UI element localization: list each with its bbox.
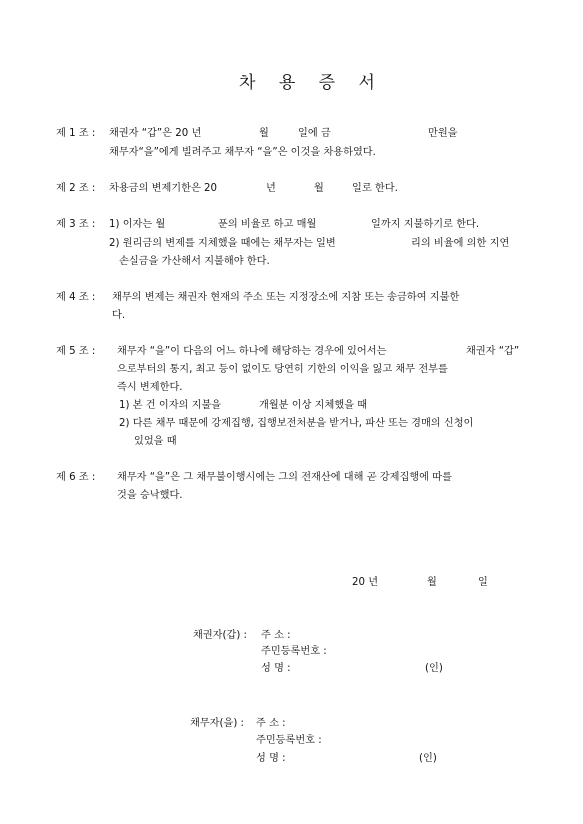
debtor-seal: (인) (419, 753, 437, 764)
article-1-text-b: 월 (259, 128, 269, 139)
article-2-text-d: 일로 한다. (352, 183, 398, 194)
article-6-label: 제 6 조 : (56, 472, 96, 483)
article-5-item-1-a: 1) 본 건 이자의 지불을 (119, 400, 222, 411)
article-5-item-2-a: 2) 다른 채무 때문에 강제집행, 집행보전처분을 받거나, 파산 또는 경매의 신청이 (119, 418, 474, 429)
debtor-name-label: 성 명 : (256, 753, 286, 764)
document-title: 차 용 증 서 (239, 73, 384, 93)
article-2-text-c: 월 (314, 183, 324, 194)
article-5-line-3: 즉시 변제한다. (117, 382, 183, 393)
article-5-line-1-b: 채권자 “갑” (466, 346, 520, 357)
debtor-id-label: 주민등록번호 : (256, 735, 322, 746)
article-2-text-b: 년 (266, 183, 276, 194)
article-3-item-1-b: 푼의 비율로 하고 매월 (218, 219, 317, 230)
date-year: 20 년 (352, 577, 379, 588)
creditor-label: 채권자(갑) : (193, 630, 247, 641)
article-6-line-2: 것을 승낙했다. (117, 490, 183, 501)
creditor-address-label: 주 소 : (261, 630, 291, 641)
creditor-name-label: 성 명 : (261, 663, 291, 674)
article-1-text-c: 일에 금 (298, 128, 331, 139)
article-4-line-1: 채무의 변제는 채권자 현재의 주소 또는 지정장소에 지참 또는 송금하여 지불한 (112, 292, 460, 303)
article-1-text-d: 만원을 (428, 128, 458, 139)
article-4-line-2: 다. (112, 310, 126, 321)
article-3-label: 제 3 조 : (56, 219, 96, 230)
article-3-item-1-a: 1) 이자는 월 (109, 219, 166, 230)
date-month: 월 (427, 577, 437, 588)
article-5-label: 제 5 조 : (56, 346, 96, 357)
article-3-item-2-b: 리의 비율에 의한 지연 (411, 238, 510, 249)
date-day: 일 (478, 577, 488, 588)
article-2-text-a: 차용금의 변제기한은 20 (109, 183, 218, 194)
article-6-line-1: 채무자 “을”은 그 채무불이행시에는 그의 전재산에 대해 곧 강제집행에 따를 (117, 472, 452, 483)
article-5-line-1-a: 채무자 “을”이 다음의 어느 하나에 해당하는 경우에 있어서는 (117, 346, 387, 357)
article-1-line-2: 채무자“을”에게 빌려주고 채무자 “을”은 이것을 차용하였다. (109, 147, 376, 158)
article-5-item-2-b: 있었을 때 (134, 436, 177, 447)
article-5-line-2: 으로부터의 통지, 최고 등이 없이도 당연히 기한의 이익을 잃고 채무 전부를 (117, 364, 448, 375)
article-4-label: 제 4 조 : (56, 292, 96, 303)
creditor-seal: (인) (425, 663, 443, 674)
article-1-label: 제 1 조 : (56, 128, 96, 139)
article-1-text-a: 채권자 “갑”은 20 년 (109, 128, 202, 139)
article-3-item-1-c: 일까지 지불하기로 한다. (371, 219, 480, 230)
article-5-item-1-b: 개월분 이상 지체했을 때 (259, 400, 368, 411)
debtor-label: 채무자(을) : (190, 718, 244, 729)
article-2-label: 제 2 조 : (56, 183, 96, 194)
article-3-item-2-a: 2) 원리금의 변제를 지체했을 때에는 채무자는 일변 (109, 238, 336, 249)
debtor-address-label: 주 소 : (256, 718, 286, 729)
article-3-item-2-c: 손실금을 가산해서 지불해야 한다. (119, 256, 270, 267)
creditor-id-label: 주민등록번호 : (261, 646, 327, 657)
